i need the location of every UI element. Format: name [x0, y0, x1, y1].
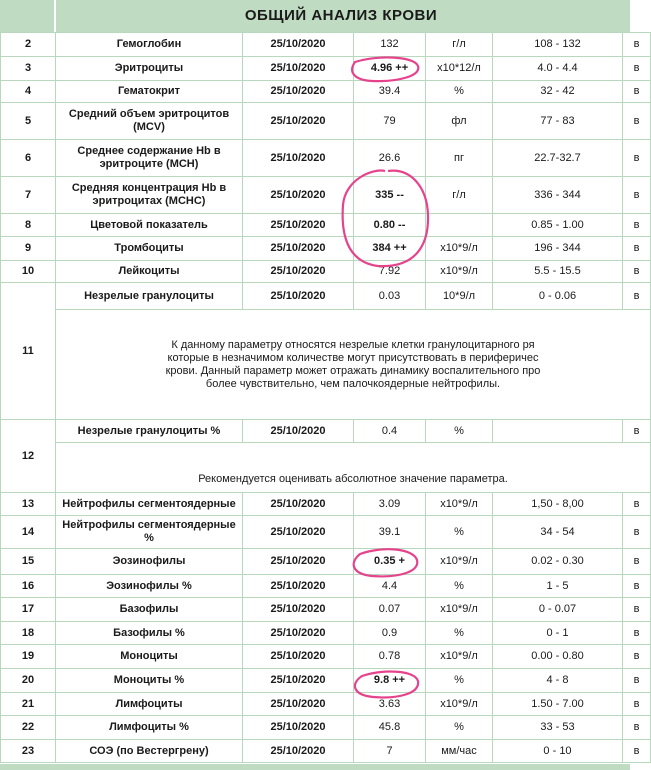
unit: x10*9/л	[426, 549, 493, 575]
reference-range: 1 - 5	[493, 575, 623, 598]
reference-range: 32 - 42	[493, 81, 623, 103]
row-number: 17	[1, 598, 56, 622]
result-value: 0.78	[354, 645, 426, 669]
truncated-column: в	[623, 214, 651, 237]
row-number: 9	[1, 237, 56, 261]
result-value: 0.03	[354, 283, 426, 310]
parameter-name: Цветовой показатель	[56, 214, 243, 237]
parameter-name: Лейкоциты	[56, 261, 243, 283]
truncated-column: в	[623, 516, 651, 549]
table-row	[1, 740, 651, 763]
truncated-column: в	[623, 598, 651, 622]
table-row	[1, 516, 651, 549]
table-row	[1, 693, 651, 716]
reference-range: 0 - 0.07	[493, 598, 623, 622]
unit: %	[426, 622, 493, 645]
unit: %	[426, 420, 493, 443]
table-row	[1, 81, 651, 103]
result-value: 0.80 --	[354, 214, 426, 237]
reference-range: 108 - 132	[493, 33, 623, 57]
truncated-column: в	[623, 645, 651, 669]
test-date: 25/10/2020	[243, 645, 354, 669]
row-number: 11	[1, 283, 56, 420]
unit: x10*9/л	[426, 598, 493, 622]
table-row	[1, 283, 651, 310]
results-table	[0, 32, 651, 763]
row-number: 23	[1, 740, 56, 763]
test-date: 25/10/2020	[243, 493, 354, 516]
note-line: К данному параметру относятся незрелые клетки гранулоцитарного ря	[171, 338, 535, 351]
note-line: более чувствительно, чем палочкоядерные нейтрофилы.	[205, 377, 501, 390]
result-value: 79	[354, 103, 426, 140]
unit: г/л	[426, 177, 493, 214]
unit: %	[426, 575, 493, 598]
result-value: 39.4	[354, 81, 426, 103]
reference-range: 336 - 344	[493, 177, 623, 214]
result-value: 0.9	[354, 622, 426, 645]
parameter-name: Лимфоциты	[56, 693, 243, 716]
parameter-name: Эозинофилы %	[56, 575, 243, 598]
test-date: 25/10/2020	[243, 693, 354, 716]
result-value: 39.1	[354, 516, 426, 549]
unit: %	[426, 516, 493, 549]
truncated-column: в	[623, 57, 651, 81]
parameter-name: Средний объем эритроцитов (MCV)	[56, 103, 243, 140]
result-value: 9.8 ++	[354, 669, 426, 693]
reference-range: 196 - 344	[493, 237, 623, 261]
note-row	[1, 310, 651, 420]
unit: мм/час	[426, 740, 493, 763]
truncated-column: в	[623, 420, 651, 443]
table-row	[1, 103, 651, 140]
result-value: 0.07	[354, 598, 426, 622]
absolute-value-note: Рекомендуется оценивать абсолютное значение параметра.	[56, 443, 651, 493]
report-title: ОБЩИЙ АНАЛИЗ КРОВИ	[244, 7, 438, 24]
truncated-column: в	[623, 81, 651, 103]
test-date: 25/10/2020	[243, 283, 354, 310]
test-date: 25/10/2020	[243, 575, 354, 598]
row-number: 4	[1, 81, 56, 103]
unit: x10*9/л	[426, 237, 493, 261]
result-value: 45.8	[354, 716, 426, 740]
parameter-name: Средняя концентрация Hb в эритроцитах (MCHC)	[56, 177, 243, 214]
test-date: 25/10/2020	[243, 549, 354, 575]
note-line: крови. Данный параметр может отражать динамику воспалительного про	[165, 364, 541, 377]
row-number: 6	[1, 140, 56, 177]
unit: x10*12/л	[426, 57, 493, 81]
test-date: 25/10/2020	[243, 516, 354, 549]
reference-range	[493, 420, 623, 443]
unit: г/л	[426, 33, 493, 57]
unit: фл	[426, 103, 493, 140]
reference-range: 4 - 8	[493, 669, 623, 693]
header-number-cell	[0, 0, 56, 32]
test-date: 25/10/2020	[243, 57, 354, 81]
test-date: 25/10/2020	[243, 81, 354, 103]
reference-range: 0 - 0.06	[493, 283, 623, 310]
row-number: 12	[1, 420, 56, 493]
row-number: 21	[1, 693, 56, 716]
unit: x10*9/л	[426, 493, 493, 516]
result-value: 4.4	[354, 575, 426, 598]
unit: x10*9/л	[426, 261, 493, 283]
parameter-name: Тромбоциты	[56, 237, 243, 261]
row-number: 3	[1, 57, 56, 81]
table-row	[1, 177, 651, 214]
row-number: 5	[1, 103, 56, 140]
result-value: 3.09	[354, 493, 426, 516]
report-header	[0, 0, 630, 32]
parameter-name: Незрелые гранулоциты %	[56, 420, 243, 443]
reference-range: 33 - 53	[493, 716, 623, 740]
test-date: 25/10/2020	[243, 237, 354, 261]
reference-range: 1.50 - 7.00	[493, 693, 623, 716]
reference-range: 5.5 - 15.5	[493, 261, 623, 283]
test-date: 25/10/2020	[243, 716, 354, 740]
table-row	[1, 237, 651, 261]
test-date: 25/10/2020	[243, 33, 354, 57]
row-number: 19	[1, 645, 56, 669]
immature-granulocytes-note	[56, 310, 651, 420]
reference-range: 22.7-32.7	[493, 140, 623, 177]
result-value: 7.92	[354, 261, 426, 283]
test-date: 25/10/2020	[243, 261, 354, 283]
row-number: 22	[1, 716, 56, 740]
reference-range: 0.85 - 1.00	[493, 214, 623, 237]
row-number: 16	[1, 575, 56, 598]
unit	[426, 214, 493, 237]
reference-range: 0.02 - 0.30	[493, 549, 623, 575]
parameter-name: Моноциты	[56, 645, 243, 669]
parameter-name: Среднее содержание Hb в эритроците (MCH)	[56, 140, 243, 177]
table-row	[1, 669, 651, 693]
note-row	[1, 443, 651, 493]
reference-range: 77 - 83	[493, 103, 623, 140]
truncated-column: в	[623, 693, 651, 716]
table-row	[1, 645, 651, 669]
reference-range: 34 - 54	[493, 516, 623, 549]
table-row	[1, 549, 651, 575]
truncated-column: в	[623, 549, 651, 575]
parameter-name: Лимфоциты %	[56, 716, 243, 740]
truncated-column: в	[623, 669, 651, 693]
truncated-column: в	[623, 493, 651, 516]
unit: x10*9/л	[426, 693, 493, 716]
row-number: 20	[1, 669, 56, 693]
table-row	[1, 575, 651, 598]
table-row	[1, 598, 651, 622]
row-number: 2	[1, 33, 56, 57]
table-row	[1, 57, 651, 81]
unit: пг	[426, 140, 493, 177]
result-value: 132	[354, 33, 426, 57]
reference-range: 4.0 - 4.4	[493, 57, 623, 81]
truncated-column: в	[623, 177, 651, 214]
table-row	[1, 140, 651, 177]
parameter-name: СОЭ (по Вестергрену)	[56, 740, 243, 763]
unit: 10*9/л	[426, 283, 493, 310]
truncated-column: в	[623, 622, 651, 645]
parameter-name: Моноциты %	[56, 669, 243, 693]
table-row	[1, 214, 651, 237]
table-row	[1, 493, 651, 516]
truncated-column: в	[623, 283, 651, 310]
table-row	[1, 716, 651, 740]
unit: x10*9/л	[426, 645, 493, 669]
reference-range: 1,50 - 8,00	[493, 493, 623, 516]
table-row	[1, 33, 651, 57]
reference-range: 0.00 - 0.80	[493, 645, 623, 669]
result-value: 3.63	[354, 693, 426, 716]
test-date: 25/10/2020	[243, 669, 354, 693]
parameter-name: Незрелые гранулоциты	[56, 283, 243, 310]
truncated-column: в	[623, 237, 651, 261]
truncated-column: в	[623, 33, 651, 57]
test-date: 25/10/2020	[243, 214, 354, 237]
unit: %	[426, 716, 493, 740]
parameter-name: Нейтрофилы сегментоядерные %	[56, 516, 243, 549]
table-row	[1, 622, 651, 645]
row-number: 13	[1, 493, 56, 516]
row-number: 7	[1, 177, 56, 214]
truncated-column: в	[623, 261, 651, 283]
parameter-name: Нейтрофилы сегментоядерные	[56, 493, 243, 516]
results-body	[1, 33, 651, 763]
reference-range: 0 - 10	[493, 740, 623, 763]
result-value: 0.4	[354, 420, 426, 443]
parameter-name: Базофилы %	[56, 622, 243, 645]
truncated-column: в	[623, 740, 651, 763]
test-date: 25/10/2020	[243, 622, 354, 645]
row-number: 14	[1, 516, 56, 549]
test-date: 25/10/2020	[243, 740, 354, 763]
test-date: 25/10/2020	[243, 420, 354, 443]
row-number: 18	[1, 622, 56, 645]
test-date: 25/10/2020	[243, 177, 354, 214]
reference-range: 0 - 1	[493, 622, 623, 645]
note-line: которые в незначимом количестве могут присутствовать в периферичес	[167, 351, 539, 364]
result-value: 0.35 +	[354, 549, 426, 575]
footer-bar	[0, 764, 630, 770]
row-number: 10	[1, 261, 56, 283]
test-date: 25/10/2020	[243, 140, 354, 177]
truncated-column: в	[623, 575, 651, 598]
row-number: 15	[1, 549, 56, 575]
table-row	[1, 261, 651, 283]
truncated-column: в	[623, 103, 651, 140]
parameter-name: Гематокрит	[56, 81, 243, 103]
row-number: 8	[1, 214, 56, 237]
result-value: 7	[354, 740, 426, 763]
parameter-name: Эритроциты	[56, 57, 243, 81]
test-date: 25/10/2020	[243, 103, 354, 140]
unit: %	[426, 81, 493, 103]
result-value: 335 --	[354, 177, 426, 214]
result-value: 4.96 ++	[354, 57, 426, 81]
unit: %	[426, 669, 493, 693]
test-date: 25/10/2020	[243, 598, 354, 622]
table-row	[1, 420, 651, 443]
parameter-name: Гемоглобин	[56, 33, 243, 57]
parameter-name: Базофилы	[56, 598, 243, 622]
result-value: 26.6	[354, 140, 426, 177]
result-value: 384 ++	[354, 237, 426, 261]
parameter-name: Эозинофилы	[56, 549, 243, 575]
truncated-column: в	[623, 140, 651, 177]
truncated-column: в	[623, 716, 651, 740]
